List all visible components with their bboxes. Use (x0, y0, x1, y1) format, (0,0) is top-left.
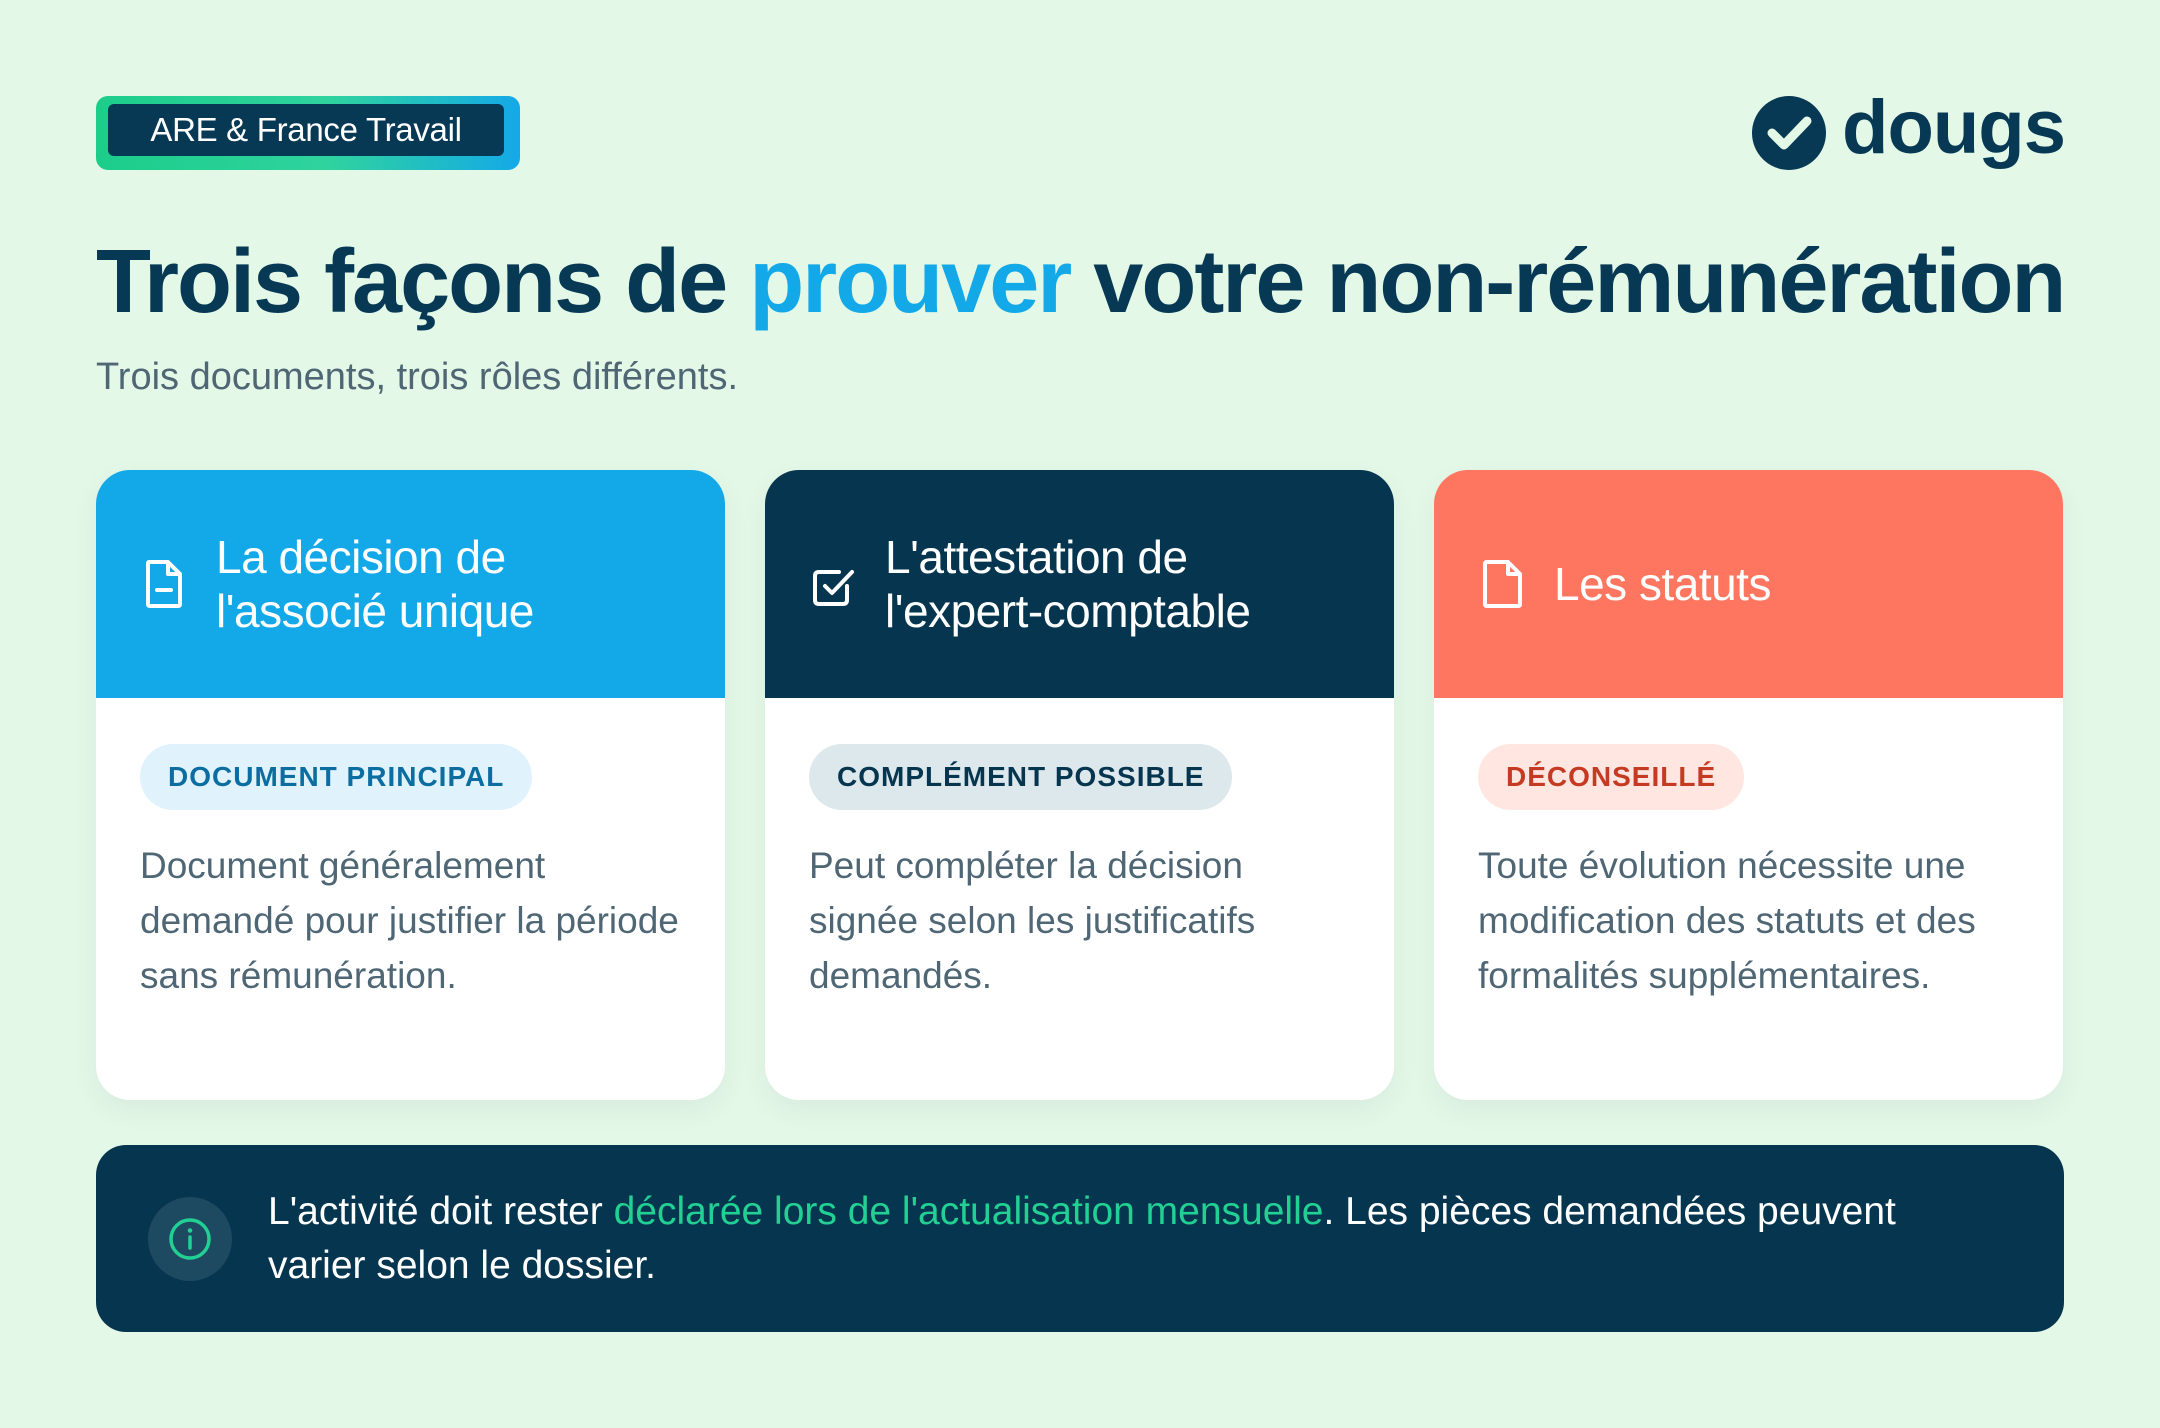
card-description: Toute évolution nécessite une modification des statuts et des formalités supplémentaires. (1478, 845, 1976, 996)
document-icon (140, 558, 188, 610)
card-title: Les statuts (1554, 558, 1771, 610)
info-banner (96, 1145, 2064, 1332)
status-badge: DOCUMENT PRINCIPAL (140, 744, 532, 810)
card-title-line: l'expert-comptable (885, 585, 1251, 637)
cards-row (96, 470, 2064, 1100)
card-body (1434, 698, 2063, 1003)
info-text-start: L'activité doit rester (268, 1189, 614, 1233)
card-attestation (765, 470, 1394, 1100)
card-title-line: La décision de (216, 531, 506, 583)
file-icon (1478, 558, 1526, 610)
page-subtitle: Trois documents, trois rôles différents. (96, 356, 739, 398)
card-title (885, 530, 1250, 638)
check-circle-icon (1752, 96, 1826, 170)
headline-end: votre non-rémunération (1070, 232, 2065, 332)
page-title (96, 228, 2064, 336)
card-body (765, 698, 1394, 1003)
info-icon (168, 1217, 212, 1261)
card-header (765, 470, 1394, 698)
info-icon-container (148, 1197, 232, 1281)
card-title-line: l'associé unique (216, 585, 534, 637)
info-text-end: . Les pièces demandées peuvent varier selon le dossier. (268, 1189, 1896, 1287)
card-decision (96, 470, 725, 1100)
card-description: Document généralement demandé pour justifier la période sans rémunération. (140, 845, 679, 996)
card-header (96, 470, 725, 698)
category-tag (96, 96, 520, 170)
headline-start: Trois façons de (96, 232, 750, 332)
status-badge: COMPLÉMENT POSSIBLE (809, 744, 1232, 810)
logo-wordmark: dougs (1842, 85, 2065, 170)
card-title (216, 530, 534, 638)
brand-logo (1752, 85, 2065, 170)
card-header (1434, 470, 2063, 698)
tag-label: ARE & France Travail (108, 104, 504, 156)
headline-highlight: prouver (749, 232, 1071, 332)
status-badge: DÉCONSEILLÉ (1478, 744, 1744, 810)
info-text-highlight: déclarée lors de l'actualisation mensuelle (613, 1189, 1324, 1233)
card-body (96, 698, 725, 1003)
card-statuts (1434, 470, 2063, 1100)
info-text (268, 1185, 1948, 1293)
checkbox-icon (809, 558, 857, 610)
card-title-line: L'attestation de (885, 531, 1188, 583)
card-description: Peut compléter la décision signée selon les justificatifs demandés. (809, 845, 1256, 996)
